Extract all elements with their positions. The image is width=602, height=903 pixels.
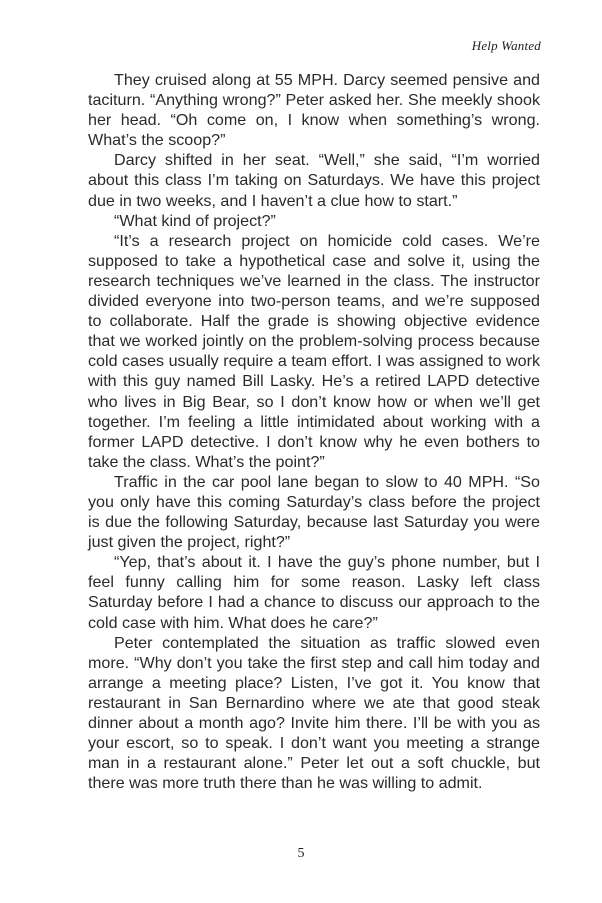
paragraph: “It’s a research project on homicide cold cases. We’re supposed to take a hypothetical case and solve it, using the research techniques we’ve learned in the class. The instructor divided everyone into two-person teams, and we’re supposed to collaborate. Half the grade is showing objective evidence that we worked jointly on the problem-solving process because cold cases usually require a team effort. I was assigned to work with this guy named Bill Lasky. He’s a retired LAPD detective who lives in Big Bear, so I don’t know how or when we’ll get together. I’m feeling a little intimidated about working with a former LAPD detective. I don’t know why he even bothers to take the class. What’s the point?” — [88, 231, 540, 471]
body-text — [88, 70, 540, 793]
paragraph: “What kind of project?” — [114, 211, 276, 230]
paragraph: Traffic in the car pool lane began to slow to 40 MPH. “So you only have this coming Saturday’s class before the project is due the following Saturday, because last Saturday you were just given the project, right?” — [88, 472, 540, 552]
paragraph: “Yep, that’s about it. I have the guy’s phone number, but I feel funny calling him for some reason. Lasky left class Saturday before I had a chance to discuss our approach to the cold case with him. What does he care?” — [88, 553, 540, 632]
paragraph: Peter contemplated the situation as traffic slowed even more. “Why don’t you take the first step and call him today and arrange a meeting place? Listen, I’ve got it. You know that restaurant in San Bernardino where we ate that good steak dinner about a month ago? Invite him there. I’ll be with you as your escort, so to speak. I don’t want you meeting a strange man in a restaurant alone.” Peter let out a soft chuckle, but there was more truth there than he was willing to admit. — [88, 633, 540, 793]
page-number: 5 — [297, 846, 305, 861]
running-head-title: Help Wanted — [471, 38, 541, 53]
paragraph: They cruised along at 55 MPH. Darcy seemed pensive and taciturn. “Anything wrong?” Peter asked her. She meekly shook her head. “Oh come on, I know when something’s wrong. What’s the scoop?” — [88, 71, 540, 150]
paragraph: Darcy shifted in her seat. “Well,” she said, “I’m worried about this class I’m taking on Saturdays. We have this project due in two weeks, and I haven’t a clue how to start.” — [88, 151, 540, 210]
